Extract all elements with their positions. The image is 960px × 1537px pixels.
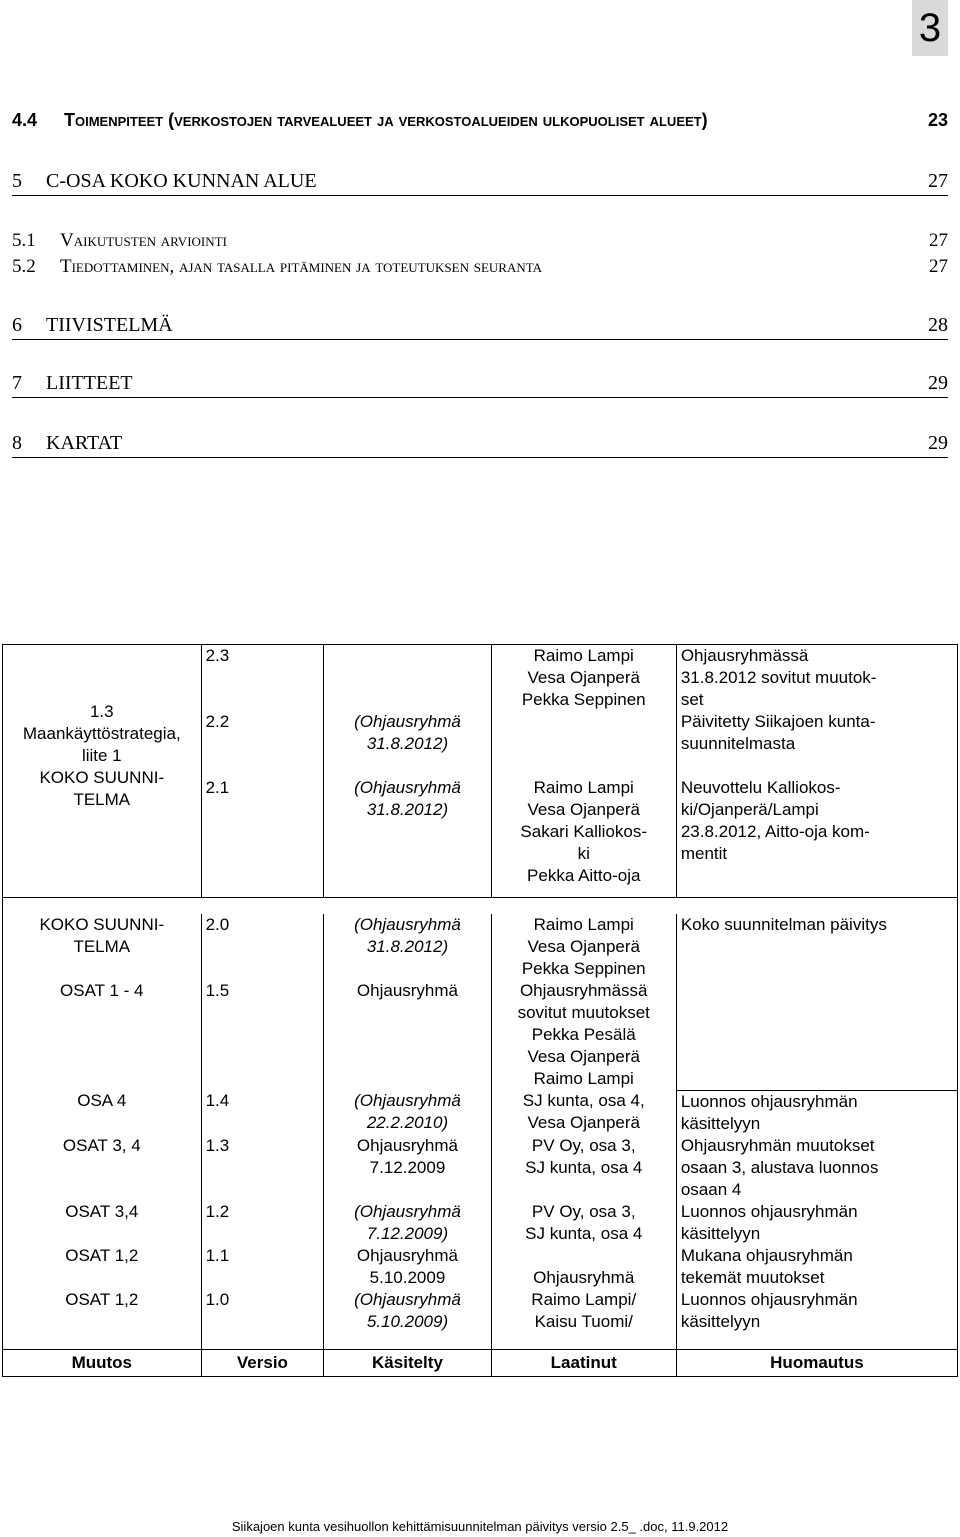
table-row	[3, 914, 958, 980]
toc-number: 6	[12, 314, 22, 336]
toc-entry-5[interactable]	[12, 170, 948, 196]
toc-number: 8	[12, 432, 22, 454]
header-versio: Versio	[201, 1349, 324, 1376]
versio-cell: 2.0	[201, 914, 324, 980]
toc-page: 27	[929, 230, 948, 251]
muutos-cell: 1.3 Maankäyttöstrategia, liite 1 KOKO SUUNNI- TELMA	[3, 645, 202, 898]
huomautus-cell: Ohjausryhmässä 31.8.2012 sovitut muutok- set	[676, 645, 957, 712]
toc-entry-5-2[interactable]	[12, 256, 948, 278]
toc-number: 5	[12, 170, 22, 192]
laatinut-cell: Raimo Lampi Vesa Ojanperä Pekka Seppinen	[491, 914, 676, 980]
muutos-cell: OSA 4	[3, 1090, 202, 1135]
laatinut-cell: SJ kunta, osa 4, Vesa Ojanperä	[491, 1090, 676, 1135]
toc-page: 27	[929, 256, 948, 277]
laatinut-cell: Ohjausryhmä	[491, 1245, 676, 1289]
header-huomautus: Huomautus	[676, 1349, 957, 1376]
kasittely-cell: Ohjausryhmä 7.12.2009	[324, 1135, 491, 1201]
toc-title: LIITTEET	[46, 372, 133, 394]
laatinut-cell: Raimo Lampi Vesa Ojanperä Sakari Kalliokos- ki Pekka Aitto-oja	[491, 777, 676, 898]
toc-number: 4.4	[12, 110, 38, 130]
kasittely-cell: Ohjausryhmä	[324, 980, 491, 1090]
versio-cell: 1.4	[201, 1090, 324, 1135]
toc-page: 29	[928, 372, 948, 394]
versio-cell: 2.1	[201, 777, 324, 898]
toc-title: Tiedottaminen, ajan tasalla pitäminen ja toteutuksen seuranta	[60, 256, 543, 277]
table-row	[3, 1201, 958, 1245]
muutos-cell: KOKO SUUNNI- TELMA	[3, 914, 202, 980]
versio-cell: 1.2	[201, 1201, 324, 1245]
versio-cell: 2.3	[201, 645, 324, 712]
versio-cell: 1.3	[201, 1135, 324, 1201]
muutos-cell: OSAT 3, 4	[3, 1135, 202, 1201]
kasittely-cell: (Ohjausryhmä 31.8.2012)	[324, 711, 491, 777]
toc-page: 27	[928, 170, 948, 192]
page-footer: Siikajoen kunta vesihuollon kehittämisuunnitelman päivitys versio 2.5_ .doc, 11.9.2012	[231, 1519, 729, 1534]
huomautus-cell: Päivitetty Siikajoen kunta- suunnitelmasta	[676, 711, 957, 777]
table-row	[3, 1245, 958, 1289]
muutos-cell: OSAT 1 - 4	[3, 980, 202, 1090]
toc-entry-6[interactable]	[12, 314, 948, 340]
kasittely-cell: (Ohjausryhmä 31.8.2012)	[324, 777, 491, 898]
huomautus-cell: Mukana ohjausryhmän tekemät muutokset	[676, 1245, 957, 1289]
toc-number: 5.1	[12, 230, 36, 251]
table-row	[3, 1090, 958, 1135]
kasittely-cell: Ohjausryhmä 5.10.2009	[324, 1245, 491, 1289]
toc-entry-4-4[interactable]	[12, 110, 948, 131]
laatinut-cell: PV Oy, osa 3, SJ kunta, osa 4	[491, 1135, 676, 1201]
kasittely-cell: (Ohjausryhmä 22.2.2010)	[324, 1090, 491, 1135]
version-history-table	[2, 644, 958, 1377]
versio-cell: 2.2	[201, 711, 324, 777]
muutos-cell: OSAT 1,2	[3, 1245, 202, 1289]
toc-title: Vaikutusten arviointi	[60, 230, 227, 251]
muutos-cell: OSAT 3,4	[3, 1201, 202, 1245]
toc-title: KARTAT	[46, 432, 123, 454]
toc-title: TIIVISTELMÄ	[46, 314, 173, 336]
kasittely-cell: (Ohjausryhmä 7.12.2009)	[324, 1201, 491, 1245]
toc-page: 29	[928, 432, 948, 454]
kasittely-cell: (Ohjausryhmä 31.8.2012)	[324, 914, 491, 980]
laatinut-cell: Raimo Lampi Vesa Ojanperä Pekka Seppinen	[491, 645, 676, 712]
huomautus-cell: Ohjausryhmän muutokset osaan 3, alustava luonnos osaan 4	[676, 1135, 957, 1201]
kasittely-cell: (Ohjausryhmä 5.10.2009)	[324, 1289, 491, 1350]
toc-page: 28	[928, 314, 948, 336]
toc-title: C-OSA KOKO KUNNAN ALUE	[46, 170, 317, 192]
huomautus-cell: Luonnos ohjausryhmän käsittelyyn	[676, 1289, 957, 1350]
header-muutos: Muutos	[3, 1349, 202, 1376]
toc-title: Toimenpiteet (verkostojen tarvealueet ja verkostoalueiden ulkopuoliset alueet)	[64, 110, 708, 130]
huomautus-cell: Luonnos ohjausryhmän käsittelyyn	[676, 1090, 957, 1135]
versio-cell: 1.1	[201, 1245, 324, 1289]
header-kasitelty: Käsitelty	[324, 1349, 491, 1376]
toc-number: 7	[12, 372, 22, 394]
huomautus-cell: Neuvottelu Kalliokos- ki/Ojanperä/Lampi 23.8.2012, Aitto-oja kom- mentit	[676, 777, 957, 898]
toc-page: 23	[927, 110, 948, 130]
table-row	[3, 645, 958, 712]
page-number: 3	[912, 0, 948, 56]
laatinut-cell: PV Oy, osa 3, SJ kunta, osa 4	[491, 1201, 676, 1245]
header-laatinut: Laatinut	[491, 1349, 676, 1376]
laatinut-cell: Ohjausryhmässä sovitut muutokset Pekka Pesälä Vesa Ojanperä Raimo Lampi	[491, 980, 676, 1090]
table-row	[3, 1289, 958, 1350]
toc-entry-8[interactable]	[12, 432, 948, 458]
versio-cell: 1.5	[201, 980, 324, 1090]
kasittely-cell	[324, 645, 491, 712]
table-row	[3, 1135, 958, 1201]
toc-entry-5-1[interactable]	[12, 230, 948, 252]
huomautus-cell: Luonnos ohjausryhmän käsittelyyn	[676, 1201, 957, 1245]
laatinut-cell	[491, 711, 676, 777]
huomautus-cell: Koko suunnitelman päivitys	[676, 914, 957, 1090]
laatinut-cell: Raimo Lampi/ Kaisu Tuomi/	[491, 1289, 676, 1350]
toc-entry-7[interactable]	[12, 372, 948, 398]
table-header-row	[3, 1349, 958, 1376]
versio-cell: 1.0	[201, 1289, 324, 1350]
muutos-cell: OSAT 1,2	[3, 1289, 202, 1350]
toc-number: 5.2	[12, 256, 36, 277]
